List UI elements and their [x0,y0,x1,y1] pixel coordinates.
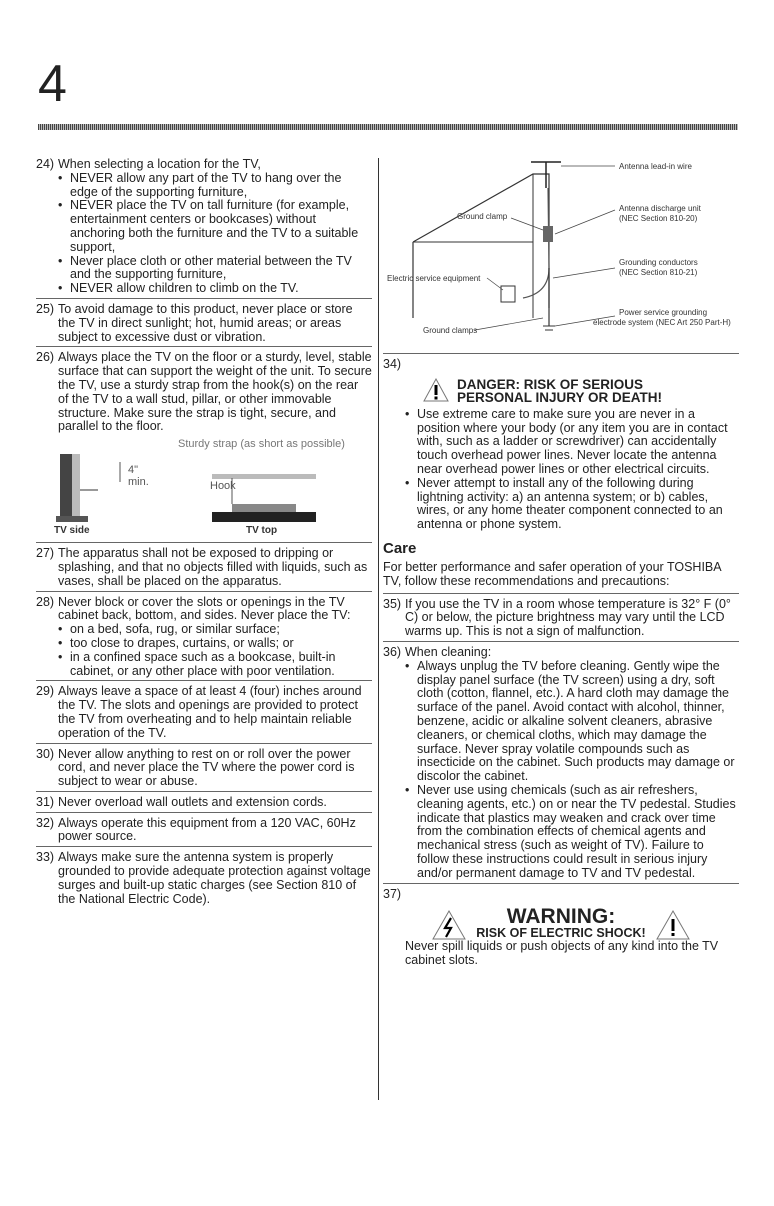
care-intro: For better performance and safer operation of your TOSHIBA TV, follow these recommendations and precautions: [383,559,721,588]
danger-header [383,372,739,408]
tv-top-body [212,512,316,522]
label-ground-clamp: Ground clamp [457,212,508,221]
right-column [383,158,739,970]
warning-header [383,907,739,940]
tv-top-label: TV top [246,525,278,537]
item-32: 32) Always operate this equipment from a 120 VAC, 60Hz power source. [36,812,372,847]
tv-side-back [72,454,80,516]
label-grounding-conductors: Grounding conductors [619,258,698,267]
bullet: • on a bed, sofa, rug, or similar surface; [58,622,280,637]
item-30: 30) Never allow anything to rest on or roll over the power cord, and never place the TV where the power cord is subject to wear or abuse. [36,743,372,791]
bullet: • NEVER allow any part of the TV to hang over the edge of the supporting furniture, [58,170,342,199]
bullet: • Never attempt to install any of the following during lightning activity: a) an antenna system; or b) cables, wires, or any home theater component connected to an antenna or phone system. [405,475,723,532]
warning-triangle-icon [656,910,690,940]
bullet: • in a confined space such as a bookcase, built-in cabinet, or any other place with poor ventilation. [58,649,336,678]
label-discharge-unit: Antenna discharge unit [619,204,701,213]
item-number: 24) [36,157,55,171]
item-35: 35) If you use the TV in a room whose temperature is 32° F (0° C) or below, the picture brightness may vary until the LCD warms up. This is not a sign of malfunction. [383,593,739,641]
strap-label: Sturdy strap (as short as possible) [178,438,345,451]
item-26: 26) Always place the TV on the floor or a sturdy, level, stable surface that can support the weight of the unit. To secure the TV, use a sturdy strap from the hook(s) on the rear of the TV to a wall stud, pillar, or other immovable structure. Make sure the strap is tight, secure, and parallel to the floor. Sturdy strap (as short as possible) 4" min. Hook TV side TV top [36,346,372,542]
bullet: • Never place cloth or other material between the TV and the supporting furniture, [58,253,352,282]
bullet: • too close to drapes, curtains, or walls; or [58,635,294,650]
item-28: 28) Never block or cover the slots or openings in the TV cabinet back, bottom, and sides. Never place the TV: • on a bed, sofa, rug, or similar surface; • too close to drapes, curtains, or walls; or • in a confined space such as a bookcase, built-in cabinet, or any other place with poor ventilation. [36,591,372,681]
label-discharge-section: (NEC Section 810-20) [619,214,698,223]
hook-label: Hook [210,480,236,493]
item-34: 34) DANGER: RISK OF SERIOUS PERSONAL INJURY OR DEATH! • Use extreme care to make sure you are never in a position where your body (or any item you are in contact with, such as a ladder or screwdriver) can accidentally touch overhead power lines. Never locate the antenna near overhead power lines or other electrical circuits. • Never attempt to install any of the following during lightning activity: a) an antenna system; or b) cables, wires, or any home theater component connected to an antenna or phone system. [383,353,739,534]
min-label: 4" min. [128,464,149,489]
warning-triangle-icon [423,378,449,402]
electric-shock-icon [432,910,466,940]
item-36: 36) When cleaning: • Always unplug the TV before cleaning. Gently wipe the display panel surface (the TV screen) using a dry, soft cloth (cotton, flannel, etc.). A hard cloth may damage the surface of the panel. Avoid contact with alcohol, thinner, benzene, acidic or alkaline solvent cleaners, abrasive cleaners, or chemical cloths, which may damage the surface. Never spray volatile compounds such as insecticide on the cabinet. Such products may damage or discolor the cabinet. • Never use using chemicals (such as air refreshers, cleaning agents, etc.) on or near the TV pedestal. Studies indicate that plastics may weaken and crack over time from the combination effects of chemical agents and mechanical stress (such as weight of TV). Failure to follow these instructions could result in serious injury and/or permanent damage to TV and TV pedestal. [383,641,739,883]
tv-side-label: TV side [54,525,90,537]
item-27: 27) The apparatus shall not be exposed to dripping or splashing, and that no objects filled with liquids, such as vases, shall be placed on the apparatus. [36,542,372,590]
warning-subtitle: RISK OF ELECTRIC SHOCK! [476,926,646,941]
item-37: 37) WARNING: RISK OF ELECTRIC SHOCK! Never spill liquids or push objects of any kind into the TV cabinet slots. [383,883,739,970]
label-power-grounding: Power service grounding [619,308,708,317]
item-31: 31) Never overload wall outlets and extension cords. [36,791,372,812]
warning-text: Never spill liquids or push objects of any kind into the TV cabinet slots. [405,939,719,968]
header-rule [38,124,738,130]
page-number: 4 [38,55,67,113]
antenna-grounding-figure [383,158,739,353]
column-divider [378,158,379,1100]
care-heading: Care [383,539,417,557]
bullet: • Never use using chemicals (such as air refreshers, cleaning agents, etc.) on or near the TV pedestal. Studies indicate that plastics may weaken and crack over time from the combination effects of chemical agents and mechanical stress (such as weight of TV). Failure to follow these instructions could result in serious injury and/or permanent damage to TV and TV pedestal. [405,782,736,880]
left-column [36,158,372,908]
item-25: 25) To avoid damage to this product, never place or store the TV in direct sunlight; hot, humid areas; or areas subject to excessive dust or vibration. [36,298,372,346]
bullet: • Use extreme care to make sure you are never in a position where your body (or any item you are in contact with, such as a ladder or screwdriver) can accidentally touch overhead power lines. Never locate the antenna near overhead power lines or other electrical circuits. [405,406,728,476]
label-antenna-lead: Antenna lead-in wire [619,162,692,171]
item-text: When selecting a location for the TV, [58,157,261,171]
label-ground-clamps: Ground clamps [423,326,478,335]
label-electrode-system: electrode system (NEC Art 250 Part-H) [593,318,731,327]
tv-strap-diagram [36,438,372,538]
warning-title: WARNING: [506,905,616,929]
label-grounding-section: (NEC Section 810-21) [619,268,698,277]
item-33: 33) Always make sure the antenna system is properly grounded to provide adequate protection against voltage surges and built-up static charges (see Section 810 of the National Electric Code). [36,846,372,908]
tv-strap-figure [36,438,372,538]
bullet: • Always unplug the TV before cleaning. Gently wipe the display panel surface (the TV screen) using a dry, soft cloth (cotton, flannel, etc.). A hard cloth may damage the surface of the panel. Avoid contact with alcohol, thinner, benzene, acidic or alkaline solvent cleaners, abrasive cleaners, or chemical cloths, which may damage the surface. Never spray volatile compounds such as insecticide on the cabinet. Such products may damage or discolor the cabinet. [405,658,735,784]
tv-side-stand [56,516,88,522]
tv-side-body [60,454,72,516]
item-24 [36,158,372,298]
label-service-equipment: Electric service equipment [387,274,481,283]
danger-line-1: DANGER: RISK OF SERIOUS [457,376,644,392]
danger-line-2: PERSONAL INJURY OR DEATH! [457,389,663,405]
bullet: • NEVER allow children to climb on the TV. [58,281,299,296]
item-29: 29) Always leave a space of at least 4 (four) inches around the TV. The slots and openings are provided to protect the TV from overheating and to help maintain reliable operation of the TV. [36,680,372,742]
bullet: • NEVER place the TV on tall furniture (for example, entertainment centers or bookcases) without anchoring both the furniture and the TV to a suitable support, [58,198,359,254]
